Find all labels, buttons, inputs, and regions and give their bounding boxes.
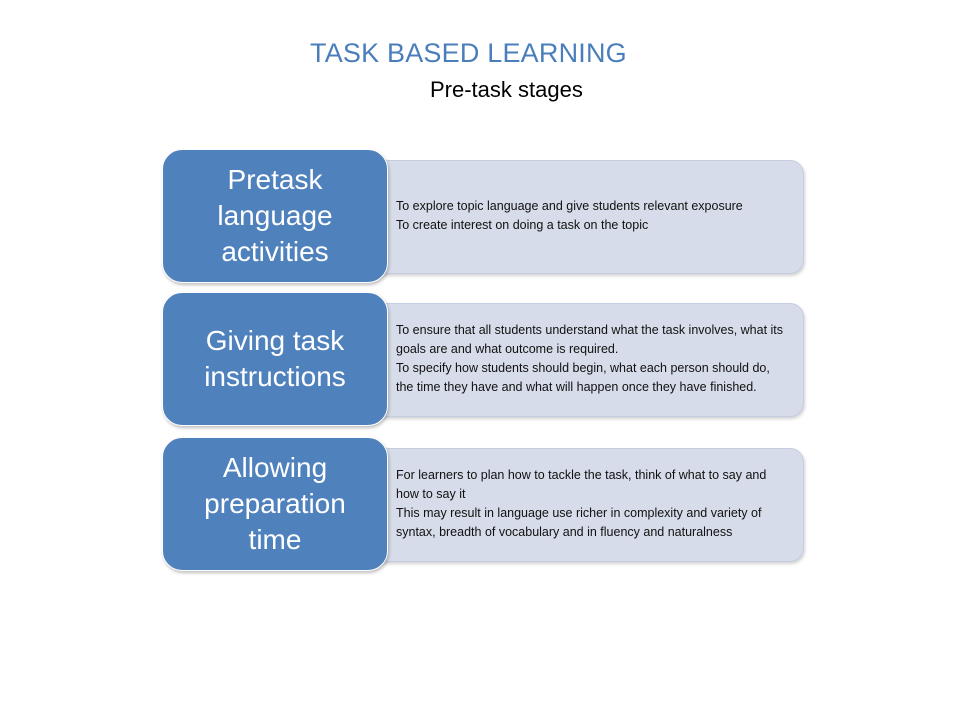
stage-bullet: • This may result in language use richer in complexity and variety of syntax, breadth of vocabulary and in fluency and naturalness bbox=[384, 504, 788, 542]
stage-label: Giving task instructions bbox=[162, 292, 388, 426]
stage-pretask-language-activities bbox=[162, 149, 804, 285]
stage-giving-task-instructions bbox=[162, 292, 804, 428]
stage-label: Pretask language activities bbox=[162, 149, 388, 283]
page-subtitle: Pre-task stages bbox=[430, 77, 583, 102]
stage-label: Allowing preparation time bbox=[162, 437, 388, 571]
stage-bullet: • For learners to plan how to tackle the task, think of what to say and how to say it bbox=[384, 466, 788, 504]
page-title: TASK BASED LEARNING bbox=[310, 38, 627, 68]
stage-allowing-preparation-time bbox=[162, 437, 804, 573]
stage-bullet: • To explore topic language and give students relevant exposure bbox=[384, 197, 788, 216]
stage-bullet-list bbox=[384, 303, 788, 415]
stage-bullet: • To specify how students should begin, what each person should do, the time they have and what will happen once they have finished. bbox=[384, 359, 788, 397]
stage-bullet-list bbox=[384, 448, 788, 560]
stage-bullet-list bbox=[384, 160, 788, 272]
stage-bullet: • To create interest on doing a task on the topic bbox=[384, 216, 788, 235]
stage-bullet: • To ensure that all students understand what the task involves, what its goals are and what outcome is required. bbox=[384, 321, 788, 359]
